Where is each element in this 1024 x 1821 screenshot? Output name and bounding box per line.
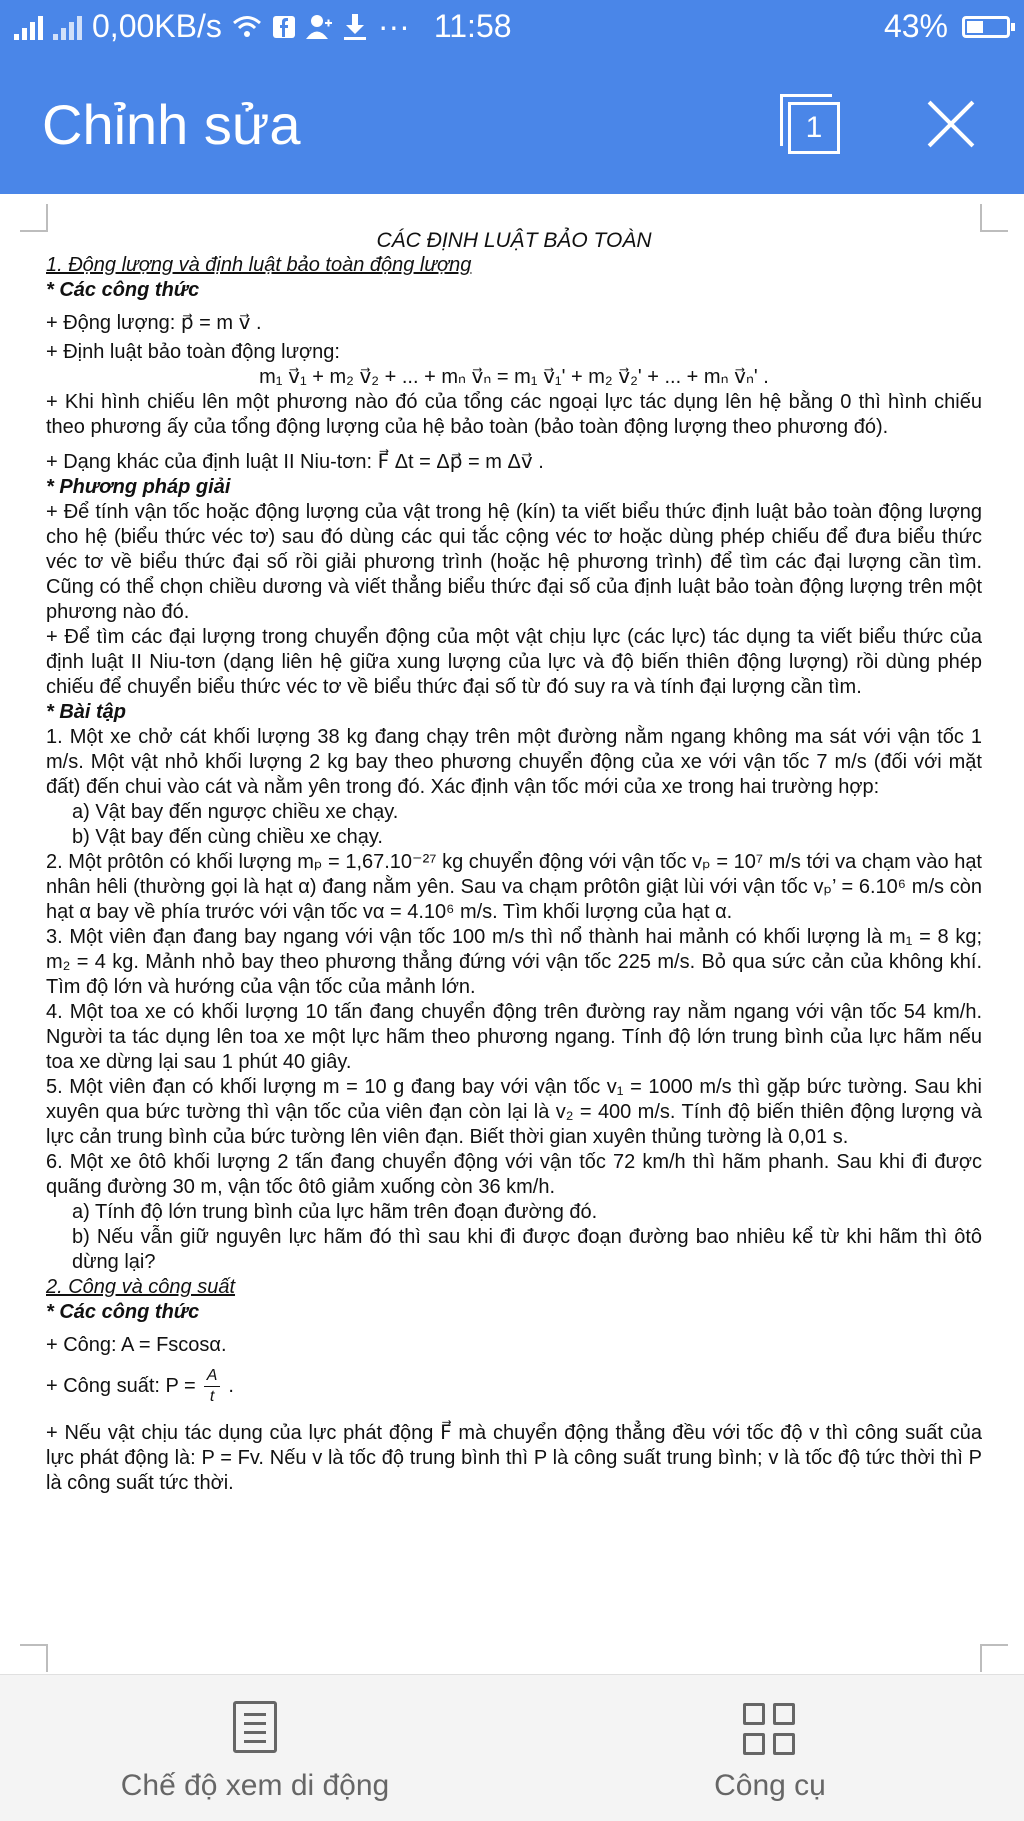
method-paragraph: + Để tìm các đại lượng trong chuyển động của một vật chịu lực (các lực) tác dụng ta viết biểu thức của định luật II Niu-tơn (dạng liên hệ giữa xung lượng của lực và độ biến thiên động lượng) rồi dùng phép chiếu để chuyển biểu thức véc tơ về biểu thức đại số từ đó suy ra và tính đại lượng cần tìm. — [46, 626, 982, 698]
formula-power — [46, 1366, 982, 1407]
document-view-icon — [233, 1701, 277, 1753]
page-corner-mark — [980, 204, 1008, 232]
method-paragraph: + Để tính vận tốc hoặc động lượng của vật trong hệ (kín) ta viết biểu thức định luật bảo toàn động lượng cho hệ (biểu thức véc tơ) sau đó dùng các qui tắc cộng véc tơ hoặc dùng phép chiếu để đưa biểu thức véc tơ về biểu thức đại số rồi giải phương trình (hoặc hệ phương trình) để tìm các đại lượng cần tìm. Cũng có thể chọn chiều dương và viết thẳng biểu thức đại số của định luật bảo toàn động lượng trên một phương nào đó. — [46, 501, 982, 623]
method-heading: * Phương pháp giải — [46, 476, 231, 498]
power-note: + Nếu vật chịu tác dụng của lực phát động F⃗ mà chuyển động thẳng đều với tốc độ v thì công suất của lực phát động là: P = Fv. Nếu v là tốc độ trung bình thì P là công suất trung bình; v là tốc độ tức thời thì P là công suất tức thời. — [46, 1422, 982, 1494]
page-count-label: 1 — [788, 102, 840, 154]
section-1-title: 1. Động lượng và định luật bảo toàn động lượng — [46, 254, 472, 276]
section-2-title: 2. Công và công suất — [46, 1276, 236, 1298]
exercise-item: 3. Một viên đạn đang bay ngang với vận tốc 100 m/s thì nổ thành hai mảnh có khối lượng là m₁ = 8 kg; m₂ = 4 kg. Mảnh nhỏ bay theo phương thẳng đứng với vận tốc 225 m/s. Bỏ qua sức cản của không khí. Tìm độ lớn và hướng của vận tốc của mảnh lớn. — [46, 926, 982, 998]
exercise-subitem: a) Tính độ lớn trung bình của lực hãm trên đoạn đường đó. — [72, 1201, 598, 1223]
signal-icon — [53, 14, 82, 40]
fraction-denominator: t — [209, 1388, 215, 1405]
formula-conservation: m₁ v⃗₁ + m₂ v⃗₂ + ... + mₙ v⃗ₙ = m₁ v⃗₁' + m₂ v⃗₂' + ... + mₙ v⃗ₙ' . — [259, 366, 769, 388]
tools-button[interactable] — [620, 1675, 920, 1821]
battery-level — [967, 21, 983, 33]
page-count-button[interactable] — [780, 94, 838, 152]
battery-icon — [962, 16, 1010, 38]
bottom-toolbar — [0, 1674, 1024, 1821]
fraction-numerator: A — [204, 1366, 221, 1387]
exercise-item: 4. Một toa xe có khối lượng 10 tấn đang chuyển động trên đường ray nằm ngang với vận tốc 54 km/h. Người ta tác dụng lên toa xe một lực hãm theo phương ngang. Tính độ lớn trung bình của lực hãm nếu toa xe dừng lại sau 1 phút 40 giây. — [46, 1001, 982, 1073]
exercise-item: 1. Một xe chở cát khối lượng 38 kg đang chạy trên một đường nằm ngang không ma sát với vận tốc 1 m/s. Một vật nhỏ khối lượng 2 kg bay theo phương chuyển động của xe với vận tốc 7 m/s (đối với mặt đất) đến chui vào cát và nằm yên trong đó. Xác định vận tốc mới của xe trong hai trường hợp: — [46, 726, 982, 798]
exercise-item: 2. Một prôtôn có khối lượng mₚ = 1,67.10⁻²⁷ kg chuyển động với vận tốc vₚ = 10⁷ m/s tới va chạm vào hạt nhân hêli (thường gọi là hạt α) đang nằm yên. Sau va chạm prôtôn giật lùi với vận tốc vₚ’ = 6.10⁶ m/s còn hạt α bay về phía trước với vận tốc vα = 4.10⁶ m/s. Tìm khối lượng của hạt α. — [46, 851, 982, 923]
clock: 11:58 — [433, 8, 512, 44]
grid-icon — [743, 1703, 797, 1757]
mobile-view-label: Chế độ xem di động — [120, 1769, 390, 1802]
document-title: CÁC ĐỊNH LUẬT BẢO TOÀN — [376, 229, 652, 252]
status-bar — [0, 0, 1024, 52]
tools-label: Công cụ — [714, 1769, 826, 1802]
formula-work: + Công: A = Fscosα. — [46, 1334, 227, 1356]
formula-power-prefix: + Công suất: P = — [46, 1375, 196, 1397]
page-corner-mark — [20, 204, 48, 232]
app-bar — [0, 52, 1024, 194]
exercise-subitem: b) Vật bay đến cùng chiều xe chạy. — [72, 826, 383, 848]
formula-period: . — [228, 1375, 234, 1397]
document-page[interactable] — [46, 228, 982, 1496]
exercise-item: 5. Một viên đạn có khối lượng m = 10 g đang bay với vận tốc v₁ = 1000 m/s thì gặp bức tường. Sau khi xuyên qua bức tường thì vận tốc của viên đạn còn lại là v₂ = 400 m/s. Tính độ biến thiên động lượng và lực cản trung bình của bức tường lên viên đạn. Biết thời gian xuyên thủng tường là 0,01 s. — [46, 1076, 982, 1148]
page-title: Chỉnh sửa — [42, 93, 301, 156]
formulas-heading: * Các công thức — [46, 1301, 200, 1323]
fraction — [204, 1366, 221, 1407]
signal-icon — [14, 14, 43, 40]
exercises-heading: * Bài tập — [46, 701, 127, 723]
formula-momentum: + Động lượng: p⃗ = m v⃗ . — [46, 312, 262, 334]
exercise-subitem: a) Vật bay đến ngược chiều xe chạy. — [72, 801, 399, 823]
battery-percent: 43% — [883, 8, 948, 44]
page-corner-mark — [980, 1644, 1008, 1672]
close-icon[interactable] — [924, 98, 976, 150]
formula-projection-note: + Khi hình chiếu lên một phương nào đó của tổng các ngoại lực tác dụng lên hệ bằng 0 thì hình chiếu theo phương ấy của tổng động lượng của hệ bảo toàn (bảo toàn động lượng theo phương đó). — [46, 391, 982, 438]
wifi-icon — [232, 14, 262, 40]
network-speed: 0,00KB/s — [92, 8, 222, 44]
page-corner-mark — [20, 1644, 48, 1672]
download-icon — [342, 13, 368, 41]
formula-conservation-label: + Định luật bảo toàn động lượng: — [46, 341, 340, 363]
more-icon: ··· — [377, 8, 410, 44]
exercise-subitem: b) Nếu vẫn giữ nguyên lực hãm đó thì sau khi đi được đoạn đường bao nhiêu kể từ khi hãm thì ôtô dừng lại? — [72, 1226, 982, 1273]
facebook-icon — [272, 15, 296, 39]
exercise-item: 6. Một xe ôtô khối lượng 2 tấn đang chuyển động với vận tốc 72 km/h thì hãm phanh. Sau khi đi được quãng đường 30 m, vận tốc ôtô giảm xuống còn 36 km/h. — [46, 1151, 982, 1198]
user-icon — [306, 14, 332, 40]
formula-newton-2: + Dạng khác của định luật II Niu-tơn: F⃗ Δt = Δp⃗ = m Δv⃗ . — [46, 451, 544, 473]
mobile-view-button[interactable] — [60, 1675, 450, 1821]
formulas-heading: * Các công thức — [46, 279, 200, 301]
